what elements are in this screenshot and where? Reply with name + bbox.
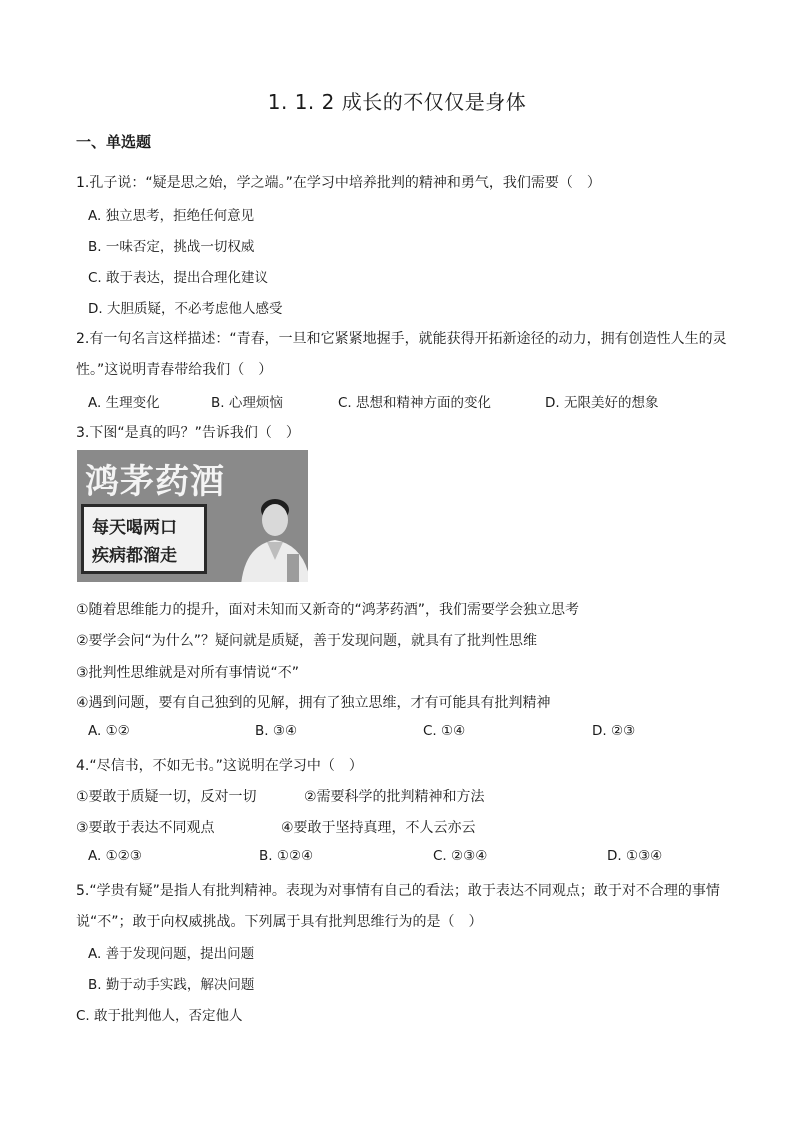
q3-statement-1: ①随着思维能力的提升，面对未知而又新奇的“鸿茅药酒”，我们需要学会独立思考 xyxy=(76,602,580,618)
question-2-stem-line1: 2.有一句名言这样描述：“青春，一旦和它紧紧地握手，就能获得开拓新途径的动力，拥有创造性人生的灵 xyxy=(76,331,727,347)
q4-option-d: D. ①③④ xyxy=(607,848,663,864)
question-5-stem-line1: 5.“学贵有疑”是指人有批判精神。表现为对事情有自己的看法；敢于表达不同观点；敢于对不合理的事情 xyxy=(76,883,720,899)
q3-statement-2: ②要学会问“为什么”？疑问就是质疑，善于发现问题，就具有了批判性思维 xyxy=(76,633,538,649)
q3-option-d: D. ②③ xyxy=(592,723,636,739)
question-2-stem-line2: 性。”这说明青春带给我们（ ） xyxy=(76,362,273,378)
q5-option-b: B. 勤于动手实践，解决问题 xyxy=(88,977,255,993)
q4-option-c: C. ②③④ xyxy=(433,848,488,864)
q1-option-a: A. 独立思考，拒绝任何意见 xyxy=(88,208,255,224)
question-5-stem-line2: 说“不”；敢于向权威挑战。下列属于具有批判思维行为的是（ ） xyxy=(76,914,483,930)
q4-statement-2: ②需要科学的批判精神和方法 xyxy=(304,789,485,805)
q4-statement-3: ③要敢于表达不同观点 xyxy=(76,820,215,836)
q1-option-d: D. 大胆质疑，不必考虑他人感受 xyxy=(88,301,283,317)
q5-option-c: C. 敢于批判他人，否定他人 xyxy=(76,1008,243,1024)
section-heading: 一、单选题 xyxy=(76,133,152,151)
spokesperson-photo xyxy=(227,490,308,582)
q4-option-b: B. ①②④ xyxy=(259,848,314,864)
ad-slogan-box xyxy=(81,504,207,574)
question-1-stem: 1.孔子说：“疑是思之始，学之端。”在学习中培养批判的精神和勇气，我们需要（ ） xyxy=(76,175,601,191)
q2-option-a: A. 生理变化 xyxy=(88,395,160,411)
ad-slogan-line1: 每天喝两口 xyxy=(92,518,177,538)
q4-statement-1: ①要敢于质疑一切，反对一切 xyxy=(76,789,257,805)
q4-option-a: A. ①②③ xyxy=(88,848,142,864)
q4-statement-4: ④要敢于坚持真理，不人云亦云 xyxy=(281,820,476,836)
q3-option-a: A. ①② xyxy=(88,723,130,739)
q3-option-c: C. ①④ xyxy=(423,723,466,739)
page-title: 1. 1. 2 成长的不仅仅是身体 xyxy=(267,90,527,114)
q2-option-c: C. 思想和精神方面的变化 xyxy=(338,395,492,411)
ad-brand-text: 鸿茅药酒 xyxy=(85,462,225,502)
advertisement-image xyxy=(77,450,308,582)
q1-option-b: B. 一味否定，挑战一切权威 xyxy=(88,239,255,255)
q5-option-a: A. 善于发现问题，提出问题 xyxy=(88,946,255,962)
question-4-stem: 4.“尽信书，不如无书。”这说明在学习中（ ） xyxy=(76,758,363,774)
q3-option-b: B. ③④ xyxy=(255,723,298,739)
question-3-stem: 3.下图“是真的吗？”告诉我们（ ） xyxy=(76,425,300,441)
q1-option-c: C. 敢于表达，提出合理化建议 xyxy=(88,270,269,286)
q2-option-b: B. 心理烦恼 xyxy=(211,395,283,411)
q3-statement-3: ③批判性思维就是对所有事情说“不” xyxy=(76,665,300,681)
q3-statement-4: ④遇到问题，要有自己独到的见解，拥有了独立思维，才有可能具有批判精神 xyxy=(76,695,551,711)
q2-option-d: D. 无限美好的想象 xyxy=(545,395,659,411)
ad-slogan-line2: 疾病都溜走 xyxy=(92,546,177,566)
